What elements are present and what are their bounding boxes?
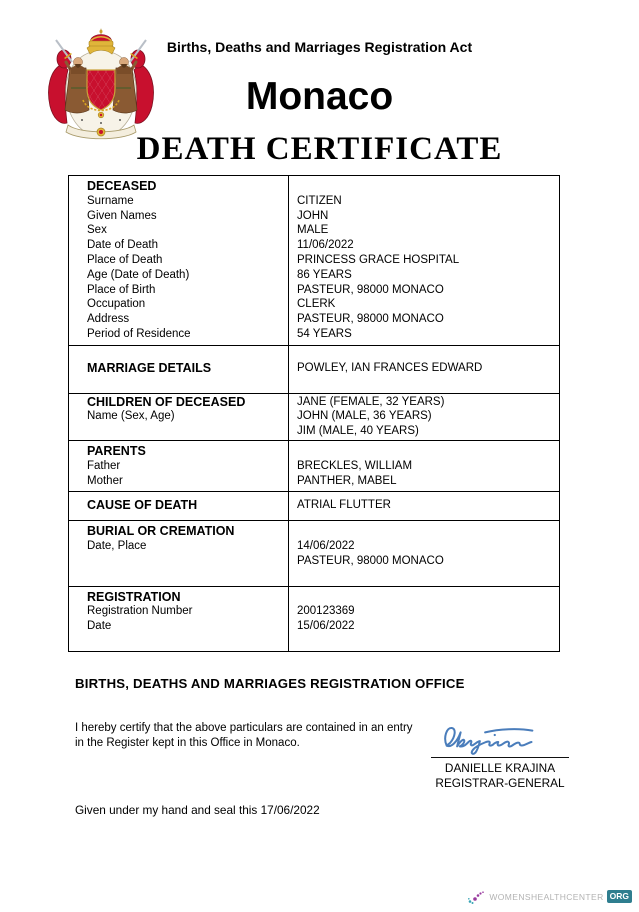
field-label: Father <box>87 459 121 472</box>
spacer-line <box>297 590 553 605</box>
spacer-line <box>297 444 553 459</box>
section-cause-of-death <box>69 491 559 520</box>
certification-block <box>75 721 569 791</box>
section-registration <box>69 586 559 651</box>
womenshealthcenter-logo-icon <box>467 889 487 904</box>
section-deceased <box>69 176 559 345</box>
field-value: PASTEUR, 98000 MONACO <box>297 283 444 296</box>
site-watermark <box>467 889 632 904</box>
section-title: DECEASED <box>87 179 157 193</box>
field-value: 11/06/2022 <box>297 239 354 252</box>
section-title: REGISTRATION <box>87 589 181 604</box>
field-label: Name (Sex, Age) <box>87 410 175 423</box>
field-value: 54 YEARS <box>297 327 352 340</box>
section-title: MARRIAGE DETAILS <box>87 360 212 375</box>
spacer-line <box>297 179 553 194</box>
field-value: PASTEUR, 98000 MONACO <box>297 313 444 326</box>
watermark-tld-badge: ORG <box>607 890 632 903</box>
field-value: CLERK <box>297 298 336 311</box>
section-title: CHILDREN OF DECEASED <box>87 394 246 409</box>
field-value: 200123369 <box>297 605 355 618</box>
field-label: Date, Place <box>87 539 147 552</box>
field-label: Date <box>87 620 112 633</box>
registrar-title: REGISTRAR-GENERAL <box>435 775 565 790</box>
watermark-site-name: WOMENSHEALTHCENTER <box>489 891 604 902</box>
values-column <box>289 394 559 440</box>
field-value: PRINCESS GRACE HOSPITAL <box>297 253 460 266</box>
field-value: PANTHER, MABEL <box>297 474 397 487</box>
seal-date-statement: Given under my hand and seal this 17/06/2022 <box>75 802 320 817</box>
labels-column <box>69 176 289 345</box>
labels-column <box>69 587 289 651</box>
labels-column <box>69 492 289 520</box>
labels-column <box>69 346 289 393</box>
values-column <box>289 521 559 585</box>
labels-column <box>69 441 289 491</box>
signature-image <box>431 721 569 756</box>
section-title: PARENTS <box>87 443 146 458</box>
field-label: Date of Death <box>87 239 158 252</box>
labels-column <box>69 394 289 440</box>
field-value: MALE <box>297 224 329 237</box>
field-label: Age (Date of Death) <box>87 268 190 281</box>
signature-line <box>431 757 569 758</box>
field-value: PASTEUR, 98000 MONACO <box>297 554 444 567</box>
act-title: Births, Deaths and Marriages Registration Act <box>166 39 473 55</box>
values-column <box>289 346 559 393</box>
field-label: Sex <box>87 224 107 237</box>
field-value: JOHN <box>297 209 329 222</box>
field-label: Registration Number <box>87 605 193 618</box>
field-value: BRECKLES, WILLIAM <box>297 459 413 472</box>
section-marriage-details <box>69 345 559 393</box>
field-label: Place of Birth <box>87 283 156 296</box>
field-value: POWLEY, IAN FRANCES EDWARD <box>297 361 483 374</box>
field-value: JOHN (MALE, 36 YEARS) <box>297 410 432 423</box>
field-label: Given Names <box>87 209 157 222</box>
spacer-line <box>297 524 553 539</box>
values-column <box>289 441 559 491</box>
field-label: Occupation <box>87 298 146 311</box>
certification-statement <box>75 721 431 752</box>
certification-line: I hereby certify that the above particulars are contained in an entry <box>75 721 413 734</box>
registration-office-title: BIRTHS, DEATHS AND MARRIAGES REGISTRATION OFFICE <box>75 675 465 691</box>
field-value: JIM (MALE, 40 YEARS) <box>297 425 419 438</box>
field-value: ATRIAL FLUTTER <box>297 499 391 512</box>
field-label: Period of Residence <box>87 327 191 340</box>
country-title: Monaco <box>245 75 394 118</box>
document-title: DEATH CERTIFICATE <box>136 131 503 167</box>
labels-column <box>69 521 289 585</box>
values-column <box>289 587 559 651</box>
section-title: BURIAL OR CREMATION <box>87 524 235 539</box>
field-label: Mother <box>87 474 123 487</box>
field-label: Surname <box>87 194 134 207</box>
field-label: Place of Death <box>87 253 163 266</box>
field-value: CITIZEN <box>297 194 342 207</box>
values-column <box>289 492 559 520</box>
section-children-of-deceased <box>69 393 559 440</box>
signature-block <box>431 721 569 791</box>
field-value: 14/06/2022 <box>297 539 355 552</box>
values-column <box>289 176 559 345</box>
monaco-coat-of-arms-icon <box>42 27 160 151</box>
section-parents <box>69 440 559 491</box>
certificate-table <box>68 175 560 652</box>
section-burial-or-cremation <box>69 520 559 585</box>
field-value: 15/06/2022 <box>297 620 355 633</box>
certification-line: in the Register kept in this Office in Monaco. <box>75 737 300 750</box>
registrar-name: DANIELLE KRAJINA <box>444 760 556 775</box>
field-value: JANE (FEMALE, 32 YEARS) <box>297 395 445 408</box>
section-title: CAUSE OF DEATH <box>87 498 198 513</box>
field-label: Address <box>87 313 130 326</box>
field-value: 86 YEARS <box>297 268 352 281</box>
